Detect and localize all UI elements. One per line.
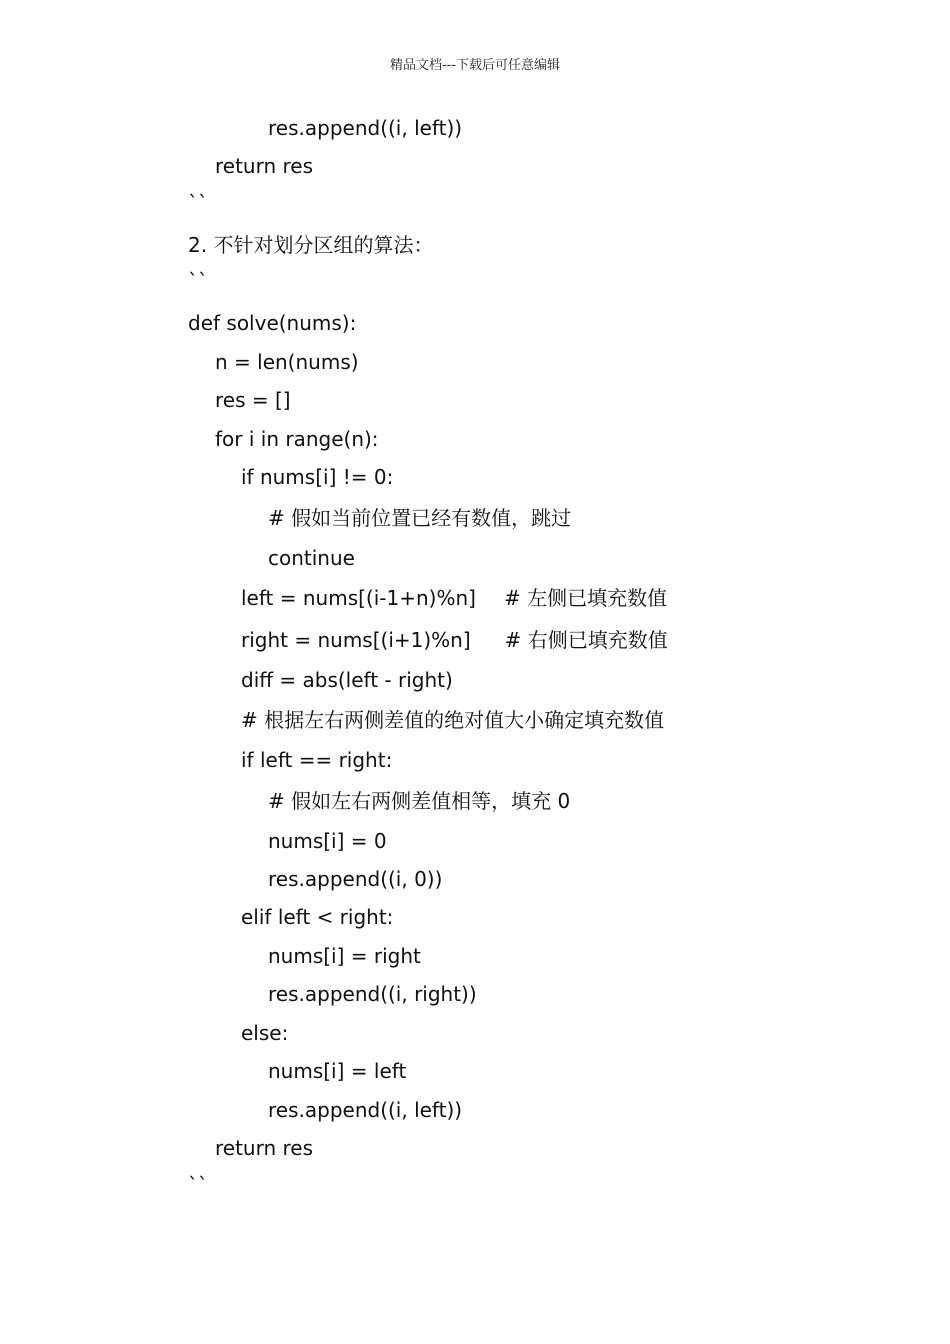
code-line: continue xyxy=(268,546,355,570)
code-line: if left == right: xyxy=(241,748,393,772)
code-line: return res xyxy=(215,154,314,178)
code-line: res.append((i, 0)) xyxy=(268,867,443,891)
code-line: nums[i] = 0 xyxy=(268,829,387,853)
code-line: res = [] xyxy=(215,388,291,412)
code-fence: `` xyxy=(188,191,208,215)
code-comment: # 假如左右两侧差值相等，填充 0 xyxy=(268,789,571,813)
code-line: else: xyxy=(241,1021,289,1045)
code-line: diff = abs(left - right) xyxy=(241,668,453,692)
code-line: nums[i] = right xyxy=(268,944,421,968)
code-text: right = nums[(i+1)%n] xyxy=(241,628,471,652)
code-fence: `` xyxy=(188,1173,208,1197)
section-heading: 2. 不针对划分区组的算法： xyxy=(188,233,434,257)
code-comment: # 根据左右两侧差值的绝对值大小确定填充数值 xyxy=(241,708,665,732)
page-header: 精品文档---下载后可任意编辑 xyxy=(389,58,561,73)
code-line: res.append((i, left)) xyxy=(268,1098,463,1122)
code-comment: # 右侧已填充数值 xyxy=(504,628,668,652)
code-line: def solve(nums): xyxy=(188,311,357,335)
code-line: for i in range(n): xyxy=(215,427,379,451)
code-comment: # 左侧已填充数值 xyxy=(503,586,668,610)
code-comment: # 假如当前位置已经有数值，跳过 xyxy=(268,506,572,530)
code-line: return res xyxy=(215,1136,314,1160)
code-line-with-comment xyxy=(241,628,668,652)
code-line: res.append((i, right)) xyxy=(268,982,477,1006)
code-line: elif left < right: xyxy=(241,905,394,929)
code-line: nums[i] = left xyxy=(268,1059,407,1083)
code-fence: `` xyxy=(188,269,208,293)
code-line: n = len(nums) xyxy=(215,350,359,374)
code-line-with-comment xyxy=(241,586,667,610)
code-line: res.append((i, left)) xyxy=(268,116,463,140)
code-line: if nums[i] != 0: xyxy=(241,465,394,489)
code-text: left = nums[(i-1+n)%n] xyxy=(241,586,476,610)
